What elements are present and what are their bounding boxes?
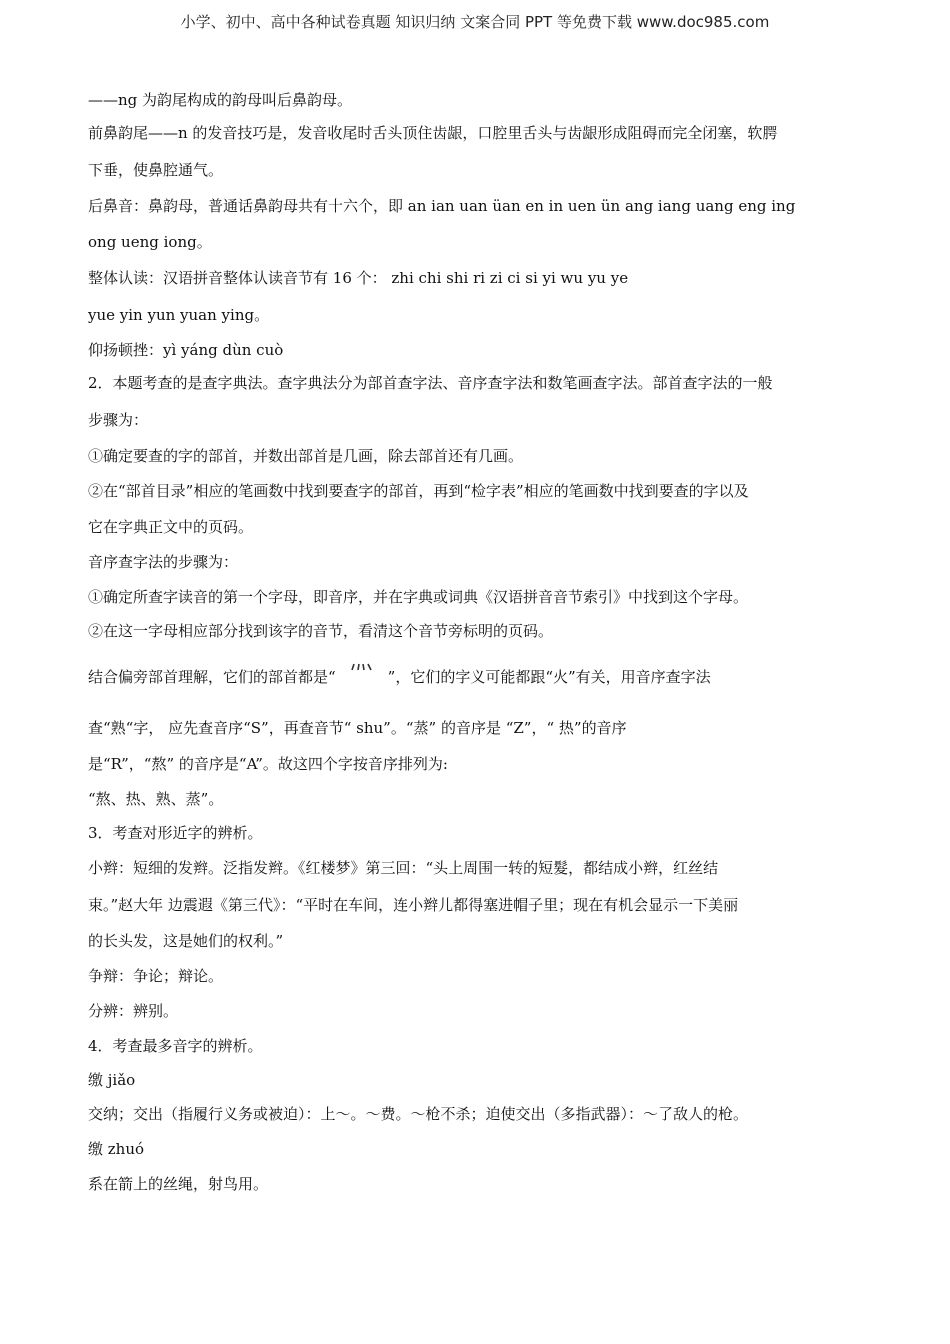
text-line: 音序查字法的步骤为：	[88, 553, 239, 571]
text-line: 交纳；交出（指履行义务或被迫）：上～。～费。～枪不杀；迫使交出（多指武器）：～了敌人的枪。	[88, 1105, 749, 1123]
text-line: 前鼻韵尾——n 的发音技巧是，发音收尾时舌头顶住齿龈，口腔里舌头与齿龈形成阻碍而完全闭塞，软腭	[88, 124, 778, 142]
text-line: ②在“部首目录”相应的笔画数中找到要查字的部首，再到“检字表”相应的笔画数中找到要查的字以及	[88, 482, 749, 500]
text-line: 小辫：短细的发辫。泛指发辫。《红楼梦》第三回：“头上周围一转的短髮，都结成小辫，红丝结	[88, 859, 719, 877]
text-line: 系在箭上的丝绳，射鸟用。	[88, 1175, 269, 1193]
radical-line-after: ”，它们的字义可能都跟“火”有关，用音序查字法	[387, 668, 711, 686]
text-line: 下垂，使鼻腔通气。	[88, 161, 224, 179]
text-line: “熬、热、熟、蒸”。	[88, 790, 224, 808]
text-line: 的长头发，这是她们的权利。”	[88, 932, 284, 950]
text-line: 分辨：辨别。	[88, 1002, 179, 1020]
text-line: yue yin yun yuan ying。	[88, 306, 270, 324]
page-header: 小学、初中、高中各种试卷真题 知识归纳 文案合同 PPT 等免费下载 www.doc985.com	[180, 13, 770, 31]
text-line: 它在字典正文中的页码。	[88, 518, 254, 536]
text-line: ①确定要查的字的部首，并数出部首是几画，除去部首还有几画。	[88, 447, 524, 465]
text-line: 缴 jiǎo	[88, 1071, 136, 1089]
text-line: 4．考查最多音字的辨析。	[88, 1037, 263, 1055]
text-line: 步骤为：	[88, 411, 149, 429]
text-line: 3．考查对形近字的辨析。	[88, 824, 263, 842]
text-line: 争辩：争论；辩论。	[88, 967, 224, 985]
text-line: 束。”赵大年 边震遐《第三代》：“平时在车间，连小辫儿都得塞进帽子里；现在有机会显示一下美丽	[88, 896, 739, 914]
radical-text-line	[88, 667, 711, 688]
text-line: 查“熟“字， 应先查音序“S”，再查音节“ shu”。“蒸” 的音序是 “Z”，“ 热”的音序	[88, 719, 627, 737]
text-line: 仰扬顿挫：yì yáng dùn cuò	[88, 341, 284, 359]
text-line: ——ng 为韵尾构成的韵母叫后鼻韵母。	[88, 91, 353, 109]
text-line: 2．本题考查的是查字典法。查字典法分为部首查字法、音序查字法和数笔画查字法。部首查字法的一般	[88, 374, 773, 392]
radical-line-before: 结合偏旁部首理解，它们的部首都是“	[88, 668, 336, 686]
text-line: ①确定所查字读音的第一个字母，即音序，并在字典或词典《汉语拼音音节索引》中找到这个字母。	[88, 588, 749, 606]
text-line: 整体认读：汉语拼音整体认读音节有 16 个： zhi chi shi ri zi ci si yi wu yu ye	[88, 269, 629, 287]
text-line: 后鼻音：鼻韵母，普通话鼻韵母共有十六个，即 an ian uan üan en in uen ün ang iang uang eng ing	[88, 197, 796, 215]
text-line: 是“R”，“熬” 的音序是“A”。故这四个字按音序排列为:	[88, 755, 448, 773]
text-line: 缴 zhuó	[88, 1140, 145, 1158]
fire-radical-icon	[336, 668, 388, 688]
text-line: ong ueng iong。	[88, 233, 212, 251]
text-line: ②在这一字母相应部分找到该字的音节，看清这个音节旁标明的页码。	[88, 622, 554, 640]
